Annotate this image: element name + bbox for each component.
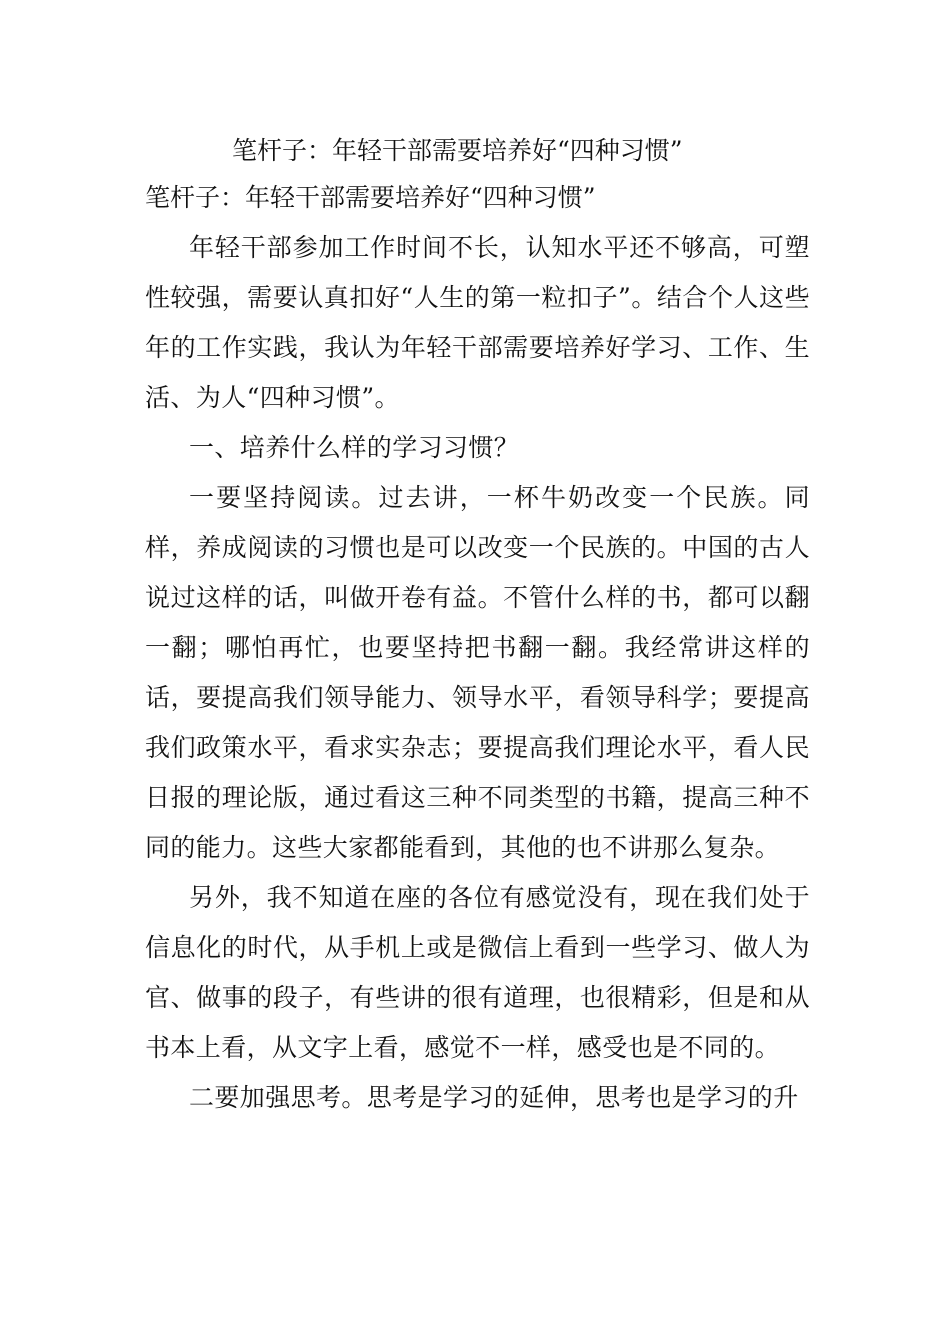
section-heading-learning-habits: 一、培养什么样的学习习惯？ — [189, 433, 520, 462]
document-page — [145, 126, 810, 1123]
paragraph-information-age: 另外，我不知道在座的各位有感觉没有，现在我们处于信息化的时代，从手机上或是微信上看到一些学习、做人为官、做事的段子，有些讲的很有道理，也很精彩，但是和从书本上看，从文字上看，感觉不一样，感受也是不同的。 — [145, 883, 810, 1062]
document-subtitle: 笔杆子：年轻干部需要培养好“四种习惯” — [145, 183, 596, 212]
document-title: 笔杆子：年轻干部需要培养好“四种习惯” — [232, 136, 683, 165]
paragraph-intro: 年轻干部参加工作时间不长，认知水平还不够高，可塑性较强，需要认真扣好“人生的第一粒扣子”。结合个人这些年的工作实践，我认为年轻干部需要培养好学习、工作、生活、为人“四种习惯”。 — [145, 233, 810, 412]
paragraph-reading: 一要坚持阅读。过去讲，一杯牛奶改变一个民族。同样，养成阅读的习惯也是可以改变一个民族的。中国的古人说过这样的话，叫做开卷有益。不管什么样的书，都可以翻一翻；哪怕再忙，也要坚持把书翻一翻。我经常讲这样的话，要提高我们领导能力、领导水平，看领导科学；要提高我们政策水平，看求实杂志；要提高我们理论水平，看人民日报的理论版，通过看这三种不同类型的书籍，提高三种不同的能力。这些大家都能看到，其他的也不讲那么复杂。 — [145, 483, 810, 862]
paragraph-thinking: 二要加强思考。思考是学习的延伸，思考也是学习的升 — [189, 1083, 799, 1112]
